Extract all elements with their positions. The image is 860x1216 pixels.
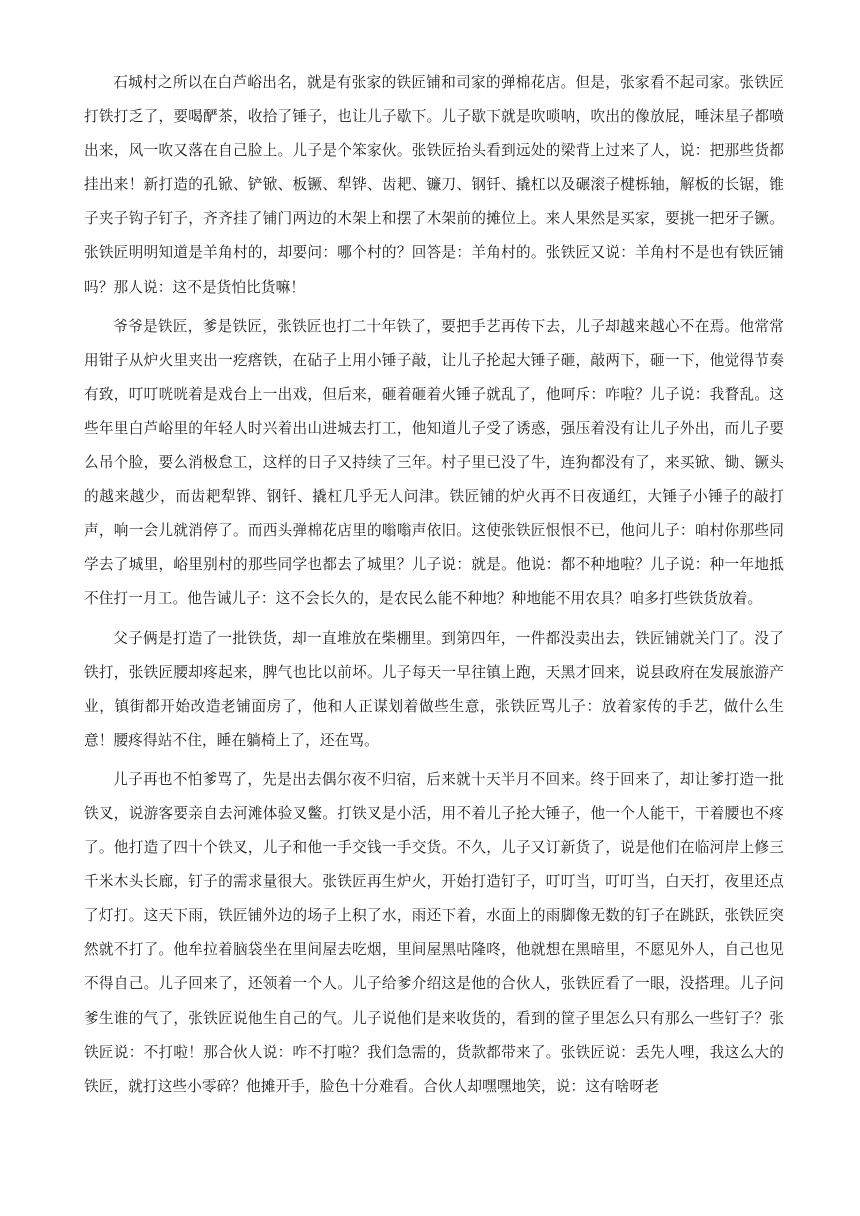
paragraph-4: 儿子再也不怕爹骂了，先是出去偶尔夜不归宿，后来就十天半月不回来。终于回来了，却让爹打造一批铁叉，说游客要亲自去河滩体验叉鳖。打铁叉是小活，用不着儿子抡大锤子，他一个人能干，干着腰也不疼了。他打造了四十个铁叉，儿子和他一手交钱一手交货。不久，儿子又订新货了，说是他们在临河岸上修三千米木头长廊，钉子的需求量很大。张铁匠再生炉火，开始打造钉子，叮叮当，叮叮当，白天打，夜里还点了灯打。这天下雨，铁匠铺外边的场子上积了水，雨还下着，水面上的雨脚像无数的钉子在跳跃，张铁匠突然就不打了。他牟拉着脑袋坐在里间屋去吃烟，里间屋黑咕隆咚，他就想在黑暗里，不愿见外人，自己也见不得自己。儿子回来了，还领着一个人。儿子给爹介绍这是他的合伙人，张铁匠看了一眼，没搭理。儿子问爹生谁的气了，张铁匠说他生自己的气。儿子说他们是来收货的，看到的筐子里怎么只有那么一些钉子？张铁匠说：不打啦！那合伙人说：咋不打啦？我们急需的，货款都带来了。张铁匠说：丢先人哩，我这么大的铁匠，就打这些小零碎？他摊开手，脸色十分难看。合伙人却嘿嘿地笑，说：这有啥呀老 <box>84 770 784 1095</box>
paragraph-2: 爷爷是铁匠，爹是铁匠，张铁匠也打二十年铁了，要把手艺再传下去，儿子却越来越心不在焉。他常常用钳子从炉火里夹出一疙瘩铁，在砧子上用小锤子敲，让儿子抡起大锤子砸，敲两下，砸一下，他觉得节奏有致，叮叮咣咣着是戏台上一出戏，但后来，砸着砸着火锤子就乱了，他呵斥：咋啦？儿子说：我瞀乱。这些年里白芦峪里的年轻人时兴着出山进城去打工，他知道儿子受了诱惑，强压着没有让儿子外出，而儿子要么吊个脸，要么消极怠工，这样的日子又持续了三年。村子里已没了牛，连狗都没有了，来买锨、锄、镢头的越来越少，而齿耙犁铧、钢钎、撬杠几乎无人问津。铁匠铺的炉火再不日夜通红，大锤子小锤子的敲打声，响一会儿就消停了。而西头弹棉花店里的嗡嗡声依旧。这使张铁匠恨恨不已，他问儿子：咱村你那些同学去了城里，峪里别村的那些同学也都去了城里？儿子说：就是。他说：都不种地啦？儿子说：种一年地抵不住打一月工。他告诫儿子：这不会长久的，是农民么能不种地？种地能不用农具？咱多打些铁货放着。 <box>84 317 784 608</box>
document-page <box>84 66 784 1109</box>
paragraph-3: 父子俩是打造了一批铁货，却一直堆放在柴棚里。到第四年，一件都没卖出去，铁匠铺就关门了。没了铁打，张铁匠腰却疼起来，脾气也比以前坏。儿子每天一早往镇上跑，天黑才回来，说县政府在发展旅游产业，镇街都开始改造老铺面房了，他和人正谋划着做些生意，张铁匠骂儿子：放着家传的手艺，做什么生意！腰疼得站不住，睡在躺椅上了，还在骂。 <box>84 629 784 749</box>
paragraph-1: 石城村之所以在白芦峪出名，就是有张家的铁匠铺和司家的弹棉花店。但是，张家看不起司家。张铁匠打铁打乏了，要喝酽茶，收拾了锤子，也让儿子歇下。儿子歇下就是吹唢呐，吹出的像放屁，唾沫星子都喷出来，风一吹又落在自己脸上。儿子是个笨家伙。张铁匠抬头看到远处的梁背上过来了人，说：把那些货都挂出来！新打造的孔锨、铲锨、板镢、犁铧、齿耙、镰刀、钢钎、撬杠以及碾滚子楗栎轴，解板的长锯，锥子夹子钩子钉子，齐齐挂了铺门两边的木架上和摆了木架前的摊位上。来人果然是买家，要挑一把牙子镢。张铁匠明明知道是羊角村的，却要问：哪个村的？回答是：羊角村的。张铁匠又说：羊角村不是也有铁匠铺吗？那人说：这不是货怕比货嘛！ <box>84 74 784 296</box>
